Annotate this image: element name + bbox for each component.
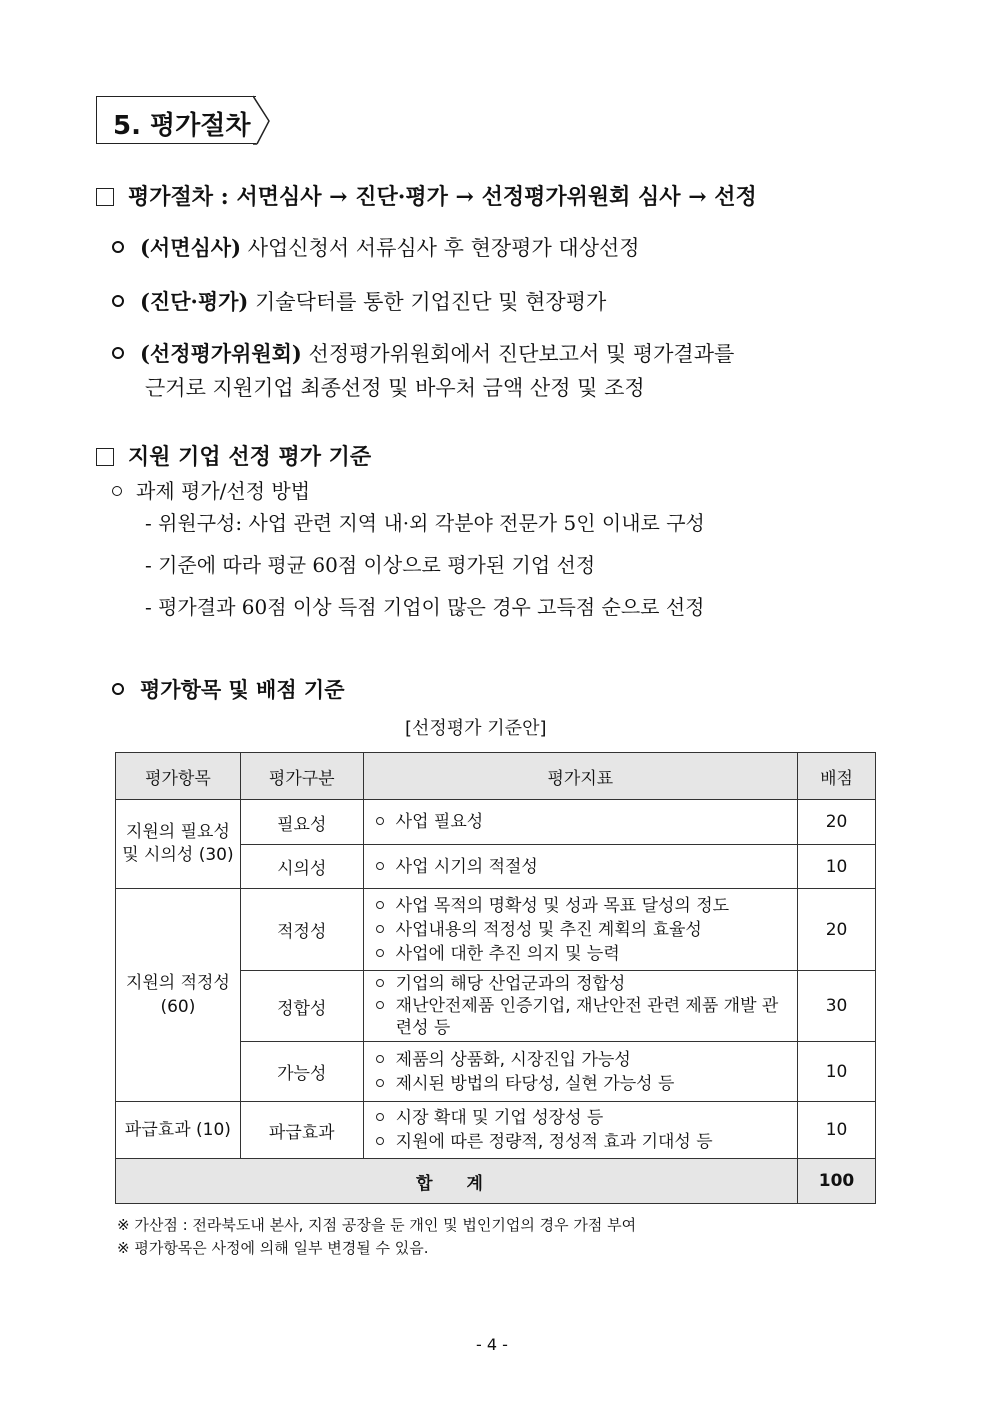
bullet-icon — [376, 817, 384, 825]
circle-bullet-icon — [112, 347, 124, 359]
score-cell: 10 — [798, 1102, 876, 1159]
note-1: ※ 가산점 : 전라북도내 본사, 지점 공장을 둔 개인 및 법인기업의 경우 가점 부여 — [117, 1216, 637, 1234]
category-cell: 정합성 — [240, 971, 363, 1042]
bullet-icon — [376, 901, 384, 909]
criteria-dash-1: - 위원구성: 사업 관련 지역 내·외 각분야 전문가 5인 이내로 구성 — [145, 511, 705, 535]
indicator-cell: 제품의 상품화, 시장진입 가능성 제시된 방법의 타당성, 실현 가능성 등 — [363, 1042, 797, 1102]
group-item: 파급효과 (10) — [116, 1102, 241, 1159]
circle-bullet-icon — [112, 683, 124, 695]
criteria-dash-3: - 평가결과 60점 이상 득점 기업이 많은 경우 고득점 순으로 선정 — [145, 595, 705, 619]
score-cell: 20 — [798, 800, 876, 845]
procedure-item-3-continued: 근거로 지원기업 최종선정 및 바우처 금액 산정 및 조정 — [145, 376, 645, 400]
procedure-heading: 평가절차 : 서면심사 → 진단·평가 → 선정평가위원회 심사 → 선정 — [96, 180, 757, 211]
bullet-icon — [376, 925, 384, 933]
category-cell: 필요성 — [240, 800, 363, 845]
title-box-slant — [253, 95, 273, 145]
procedure-item-2: (진단·평가) 기술닥터를 통한 기업진단 및 현장평가 — [112, 286, 606, 316]
total-label: 합 계 — [116, 1159, 798, 1204]
header-indicator: 평가지표 — [363, 753, 797, 800]
page-number: - 4 - — [476, 1335, 508, 1354]
table-caption: [선정평가 기준안] — [405, 718, 547, 739]
bullet-icon — [376, 979, 384, 987]
header-item: 평가항목 — [116, 753, 241, 800]
bullet-icon — [376, 862, 384, 870]
section-title: 5. 평가절차 — [113, 111, 251, 141]
category-cell: 파급효과 — [240, 1102, 363, 1159]
category-cell: 적정성 — [240, 889, 363, 971]
header-score: 배점 — [798, 753, 876, 800]
group-item: 지원의 적정성 (60) — [116, 889, 241, 1102]
procedure-item-3: (선정평가위원회) 선정평가위원회에서 진단보고서 및 평가결과를 — [112, 338, 734, 368]
circle-bullet-icon — [112, 295, 124, 307]
bullet-icon — [376, 1001, 384, 1009]
total-score: 100 — [798, 1159, 876, 1204]
group-item: 지원의 필요성 및 시의성 (30) — [116, 800, 241, 889]
indicator-cell: 사업 시기의 적절성 — [363, 845, 797, 889]
category-cell: 시의성 — [240, 845, 363, 889]
checkbox-square-icon — [96, 188, 114, 206]
circle-bullet-icon — [112, 486, 122, 496]
score-cell: 30 — [798, 971, 876, 1042]
table-row — [116, 1102, 876, 1159]
indicator-cell: 사업 필요성 — [363, 800, 797, 845]
circle-bullet-icon — [112, 241, 124, 253]
indicator-cell: 기업의 해당 산업군과의 정합성 재난안전제품 인증기업, 재난안전 관련 제품 개발 관련성 등 — [363, 971, 797, 1042]
criteria-sub: 과제 평가/선정 방법 — [112, 475, 310, 504]
checkbox-square-icon — [96, 448, 114, 466]
section-title-box — [96, 96, 256, 144]
note-2: ※ 평가항목은 사정에 의해 일부 변경될 수 있음. — [117, 1239, 429, 1257]
bullet-icon — [376, 1079, 384, 1087]
evaluation-table — [115, 752, 876, 1204]
score-cell: 10 — [798, 845, 876, 889]
procedure-item-1: (서면심사) 사업신청서 서류심사 후 현장평가 대상선정 — [112, 232, 640, 262]
bullet-icon — [376, 1137, 384, 1145]
table-header-row — [116, 753, 876, 800]
total-row — [116, 1159, 876, 1204]
criteria-heading: 지원 기업 선정 평가 기준 — [96, 440, 371, 471]
indicator-cell: 시장 확대 및 기업 성장성 등 지원에 따른 정량적, 정성적 효과 기대성 등 — [363, 1102, 797, 1159]
header-category: 평가구분 — [240, 753, 363, 800]
table-row — [116, 889, 876, 971]
score-cell: 10 — [798, 1042, 876, 1102]
bullet-icon — [376, 1113, 384, 1121]
bullet-icon — [376, 949, 384, 957]
table-row — [116, 800, 876, 845]
score-cell: 20 — [798, 889, 876, 971]
category-cell: 가능성 — [240, 1042, 363, 1102]
bullet-icon — [376, 1055, 384, 1063]
indicator-cell: 사업 목적의 명확성 및 성과 목표 달성의 정도 사업내용의 적정성 및 추진 계획의 효율성 사업에 대한 추진 의지 및 능력 — [363, 889, 797, 971]
criteria-dash-2: - 기준에 따라 평균 60점 이상으로 평가된 기업 선정 — [145, 553, 596, 577]
items-heading: 평가항목 및 배점 기준 — [112, 674, 345, 704]
